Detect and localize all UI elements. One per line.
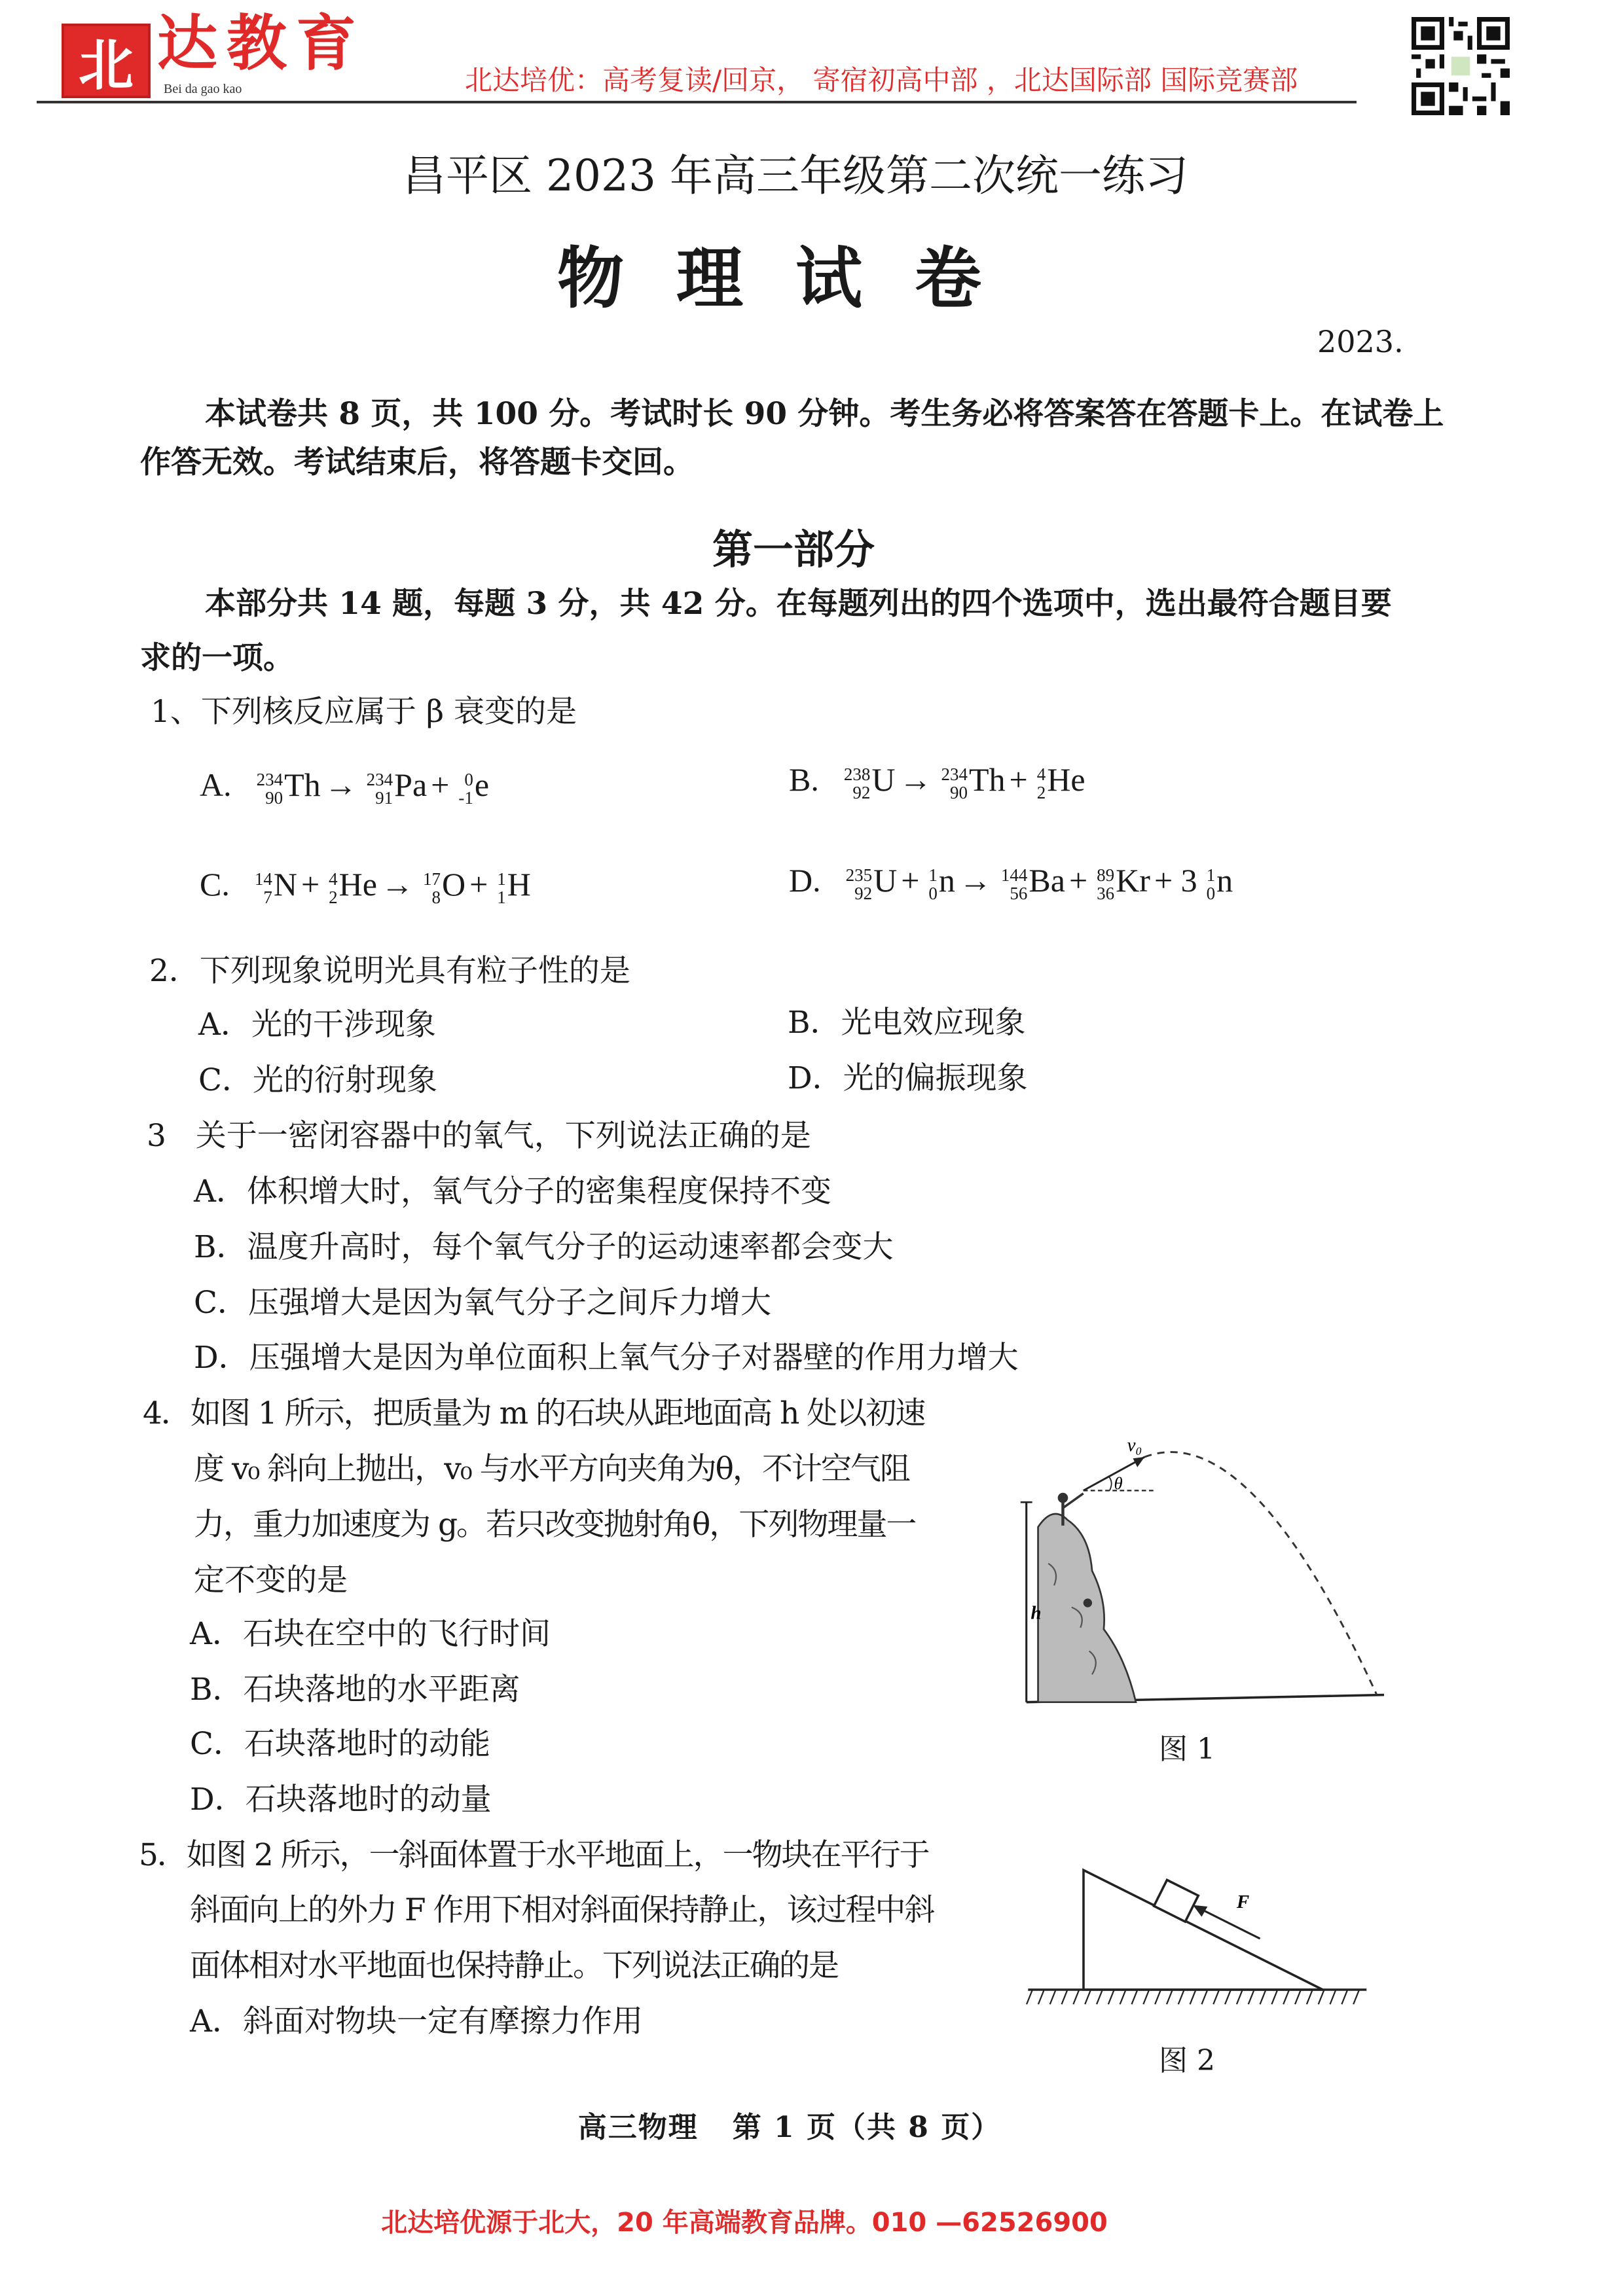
mass-number: 144 (1000, 865, 1028, 885)
formula-operator: + (301, 866, 320, 903)
question-5-option-a: A．斜面对物块一定有摩擦力作用 (190, 2003, 643, 2039)
theta-label: θ (1114, 1473, 1123, 1494)
question-4-option-b: B．石块落地的水平距离 (190, 1672, 520, 1708)
question-5-stem-line-3: 面体相对水平地面也保持静止。下列说法正确的是 (190, 1948, 838, 1984)
nuclide-numbers (423, 870, 441, 906)
formula-operator: + (1009, 761, 1028, 798)
header-slogan: 北达培优：高考复读/回京， 寄宿初高中部 ，北达国际部 国际竞赛部 (465, 64, 1298, 96)
question-4-option-d: D．石块落地时的动量 (190, 1782, 492, 1818)
question-1-option-a (200, 766, 489, 807)
nuclide-numbers (1001, 866, 1028, 903)
figure-1-projectile-diagram (1016, 1425, 1396, 1717)
nuclide-numbers (329, 870, 338, 906)
question-5-stem-line-1: 5．如图 2 所示，一斜面体置于水平地面上，一物块在平行于 (139, 1837, 929, 1873)
force-arrow (1196, 1907, 1260, 1939)
atomic-number: 92 (852, 782, 871, 802)
element-symbol: Th (284, 766, 321, 803)
question-1-option-c (200, 865, 531, 906)
nuclide-numbers (928, 866, 938, 903)
mass-number: 234 (366, 769, 393, 789)
force-label: F (1236, 1892, 1250, 1913)
element-symbol: He (1047, 761, 1085, 798)
element-symbol: U (873, 862, 898, 899)
page-footer: 高三物理 第 1 页（共 8 页） (577, 2111, 1002, 2144)
h-label: h (1030, 1602, 1042, 1624)
mass-number: 17 (422, 869, 441, 889)
nuclide-numbers (1097, 866, 1114, 903)
element-symbol: e (474, 766, 490, 803)
element-symbol: Ba (1029, 862, 1065, 899)
question-3-option-d: D．压强增大是因为单位面积上氧气分子对器壁的作用力增大 (194, 1340, 1019, 1376)
formula-operator: + 3 (1154, 862, 1197, 899)
formula-operator: → (899, 761, 932, 798)
formula-operator: → (958, 862, 992, 899)
formula-operator: → (324, 766, 357, 803)
question-3-option-b: B．温度升高时，每个氧气分子的运动速率都会变大 (194, 1229, 894, 1265)
question-2-option-d: D．光的偏振现象 (788, 1060, 1028, 1096)
atomic-number: -1 (458, 787, 473, 808)
v0-label: v₀ (1127, 1435, 1142, 1456)
atomic-number: 1 (497, 887, 506, 907)
mass-number: 234 (256, 769, 283, 789)
question-3-option-a: A．体积增大时，氧气分子的密集程度保持不变 (194, 1174, 831, 1210)
question-2-option-c: C．光的衍射现象 (198, 1062, 437, 1098)
mass-number: 238 (843, 764, 871, 784)
exam-title: 昌平区 2023 年高三年级第二次统一练习 (403, 151, 1188, 201)
atomic-number: 2 (329, 887, 338, 907)
question-4-option-a: A．石块在空中的飞行时间 (190, 1616, 551, 1652)
atomic-number: 56 (1010, 883, 1028, 903)
header-divider (37, 101, 1357, 103)
figure-2-caption: 图 2 (1159, 2044, 1215, 2077)
intro-line-1: 本试卷共 8 页，共 100 分。考试时长 90 分钟。考生务必将答案答在答题卡上。在试卷上 (205, 396, 1444, 432)
question-3-stem: 3 关于一密闭容器中的氧气，下列说法正确的是 (147, 1118, 811, 1154)
atomic-number: 8 (431, 887, 441, 907)
question-5-stem-line-2: 斜面向上的外力 F 作用下相对斜面保持静止，该过程中斜 (190, 1892, 934, 1928)
atomic-number: 36 (1097, 883, 1115, 903)
cliff-shape (1038, 1514, 1136, 1702)
question-2-option-a: A．光的干涉现象 (198, 1007, 436, 1043)
mass-number: 1 (928, 865, 938, 885)
atomic-number: 7 (263, 887, 272, 907)
logo-subtitle: Bei da gao kao (164, 82, 242, 96)
question-3-option-c: C．压强增大是因为氧气分子之间斥力增大 (194, 1285, 771, 1321)
option-label: D. (789, 862, 821, 899)
element-symbol: H (507, 866, 531, 903)
advert-footer: 北达培优源于北大，20 年高端教育品牌。010 —62526900 (381, 2208, 1108, 2238)
atomic-number: 2 (1036, 782, 1046, 802)
logo-text: 达教育 (157, 8, 366, 79)
question-4-option-c: C．石块落地时的动能 (190, 1726, 490, 1762)
formula-operator: + (431, 766, 450, 803)
exam-date: 2023. (1317, 324, 1404, 359)
figure-1-caption: 图 1 (1159, 1732, 1215, 1766)
nuclide-numbers (844, 765, 871, 802)
mass-number: 1 (1206, 865, 1216, 885)
atomic-number: 92 (854, 883, 873, 903)
trajectory-curve (1144, 1452, 1377, 1695)
question-4-stem-line-1: 4．如图 1 所示，把质量为 m 的石块从距地面高 h 处以初速 (143, 1395, 925, 1431)
question-4-stem-line-3: 力，重力加速度为 g。若只改变抛射角θ，下列物理量一 (194, 1507, 916, 1543)
nuclide-numbers (458, 770, 473, 807)
question-4-stem-line-4: 定不变的是 (194, 1562, 348, 1598)
nuclide-numbers (257, 770, 283, 807)
atomic-number: 0 (928, 883, 938, 903)
mass-number: 235 (845, 865, 873, 885)
atomic-number: 0 (1206, 883, 1216, 903)
question-2-option-b: B．光电效应现象 (788, 1005, 1026, 1041)
mass-number: 14 (254, 869, 272, 889)
nuclide-numbers (846, 866, 873, 903)
element-symbol: Kr (1116, 862, 1150, 899)
question-2-stem: 2．下列现象说明光具有粒子性的是 (149, 953, 630, 989)
mass-number: 1 (497, 869, 506, 889)
question-1-option-b (789, 761, 1085, 802)
person-head (1058, 1493, 1068, 1503)
incline-triangle (1084, 1870, 1322, 1990)
element-symbol: Th (968, 761, 1006, 798)
qr-code-icon (1408, 17, 1514, 115)
nuclide-numbers (941, 765, 968, 802)
option-label: C. (200, 866, 230, 903)
mass-number: 4 (1036, 764, 1046, 784)
option-label: B. (789, 761, 819, 798)
element-symbol: N (273, 866, 297, 903)
mass-number: 89 (1097, 865, 1115, 885)
element-symbol: Pa (394, 766, 428, 803)
mass-number: 4 (329, 869, 338, 889)
atomic-number: 91 (375, 787, 393, 808)
formula-operator: + (469, 866, 488, 903)
intro-line-2: 作答无效。考试结束后，将答题卡交回。 (140, 444, 694, 480)
section-title: 第一部分 (712, 526, 875, 573)
subject-title: 物理试卷 (557, 240, 1034, 318)
option-label: A. (200, 766, 232, 803)
element-symbol: n (1216, 862, 1233, 899)
ground-hatching (1027, 1990, 1359, 2004)
logo-mark: 北 (62, 24, 151, 98)
nuclide-numbers (497, 870, 506, 906)
element-symbol: He (338, 866, 377, 903)
formula-operator: + (1068, 862, 1088, 899)
block (1154, 1880, 1199, 1922)
element-symbol: U (871, 761, 896, 798)
nuclide-numbers (255, 870, 272, 906)
mass-number: 234 (941, 764, 968, 784)
part-instructions-line-2: 求的一项。 (140, 640, 294, 676)
nuclide-numbers (1207, 866, 1216, 903)
part-instructions-line-1: 本部分共 14 题，每题 3 分，共 42 分。在每题列出的四个选项中，选出最符合题目要 (205, 586, 1392, 622)
element-symbol: n (938, 862, 955, 899)
element-symbol: O (441, 866, 466, 903)
question-1-stem: 1、下列核反应属于 β 衰变的是 (151, 694, 577, 730)
nuclide-numbers (367, 770, 393, 807)
question-1-option-d (789, 861, 1233, 903)
atomic-number: 90 (265, 787, 283, 808)
question-4-stem-line-2: 度 v₀ 斜向上抛出，v₀ 与水平方向夹角为θ，不计空气阻 (194, 1451, 909, 1487)
formula-operator: → (380, 866, 414, 903)
atomic-number: 90 (949, 782, 968, 802)
nuclide-numbers (1037, 765, 1046, 802)
mass-number: 0 (464, 769, 473, 789)
formula-operator: + (901, 862, 920, 899)
figure-2-incline-diagram (1023, 1856, 1374, 2022)
